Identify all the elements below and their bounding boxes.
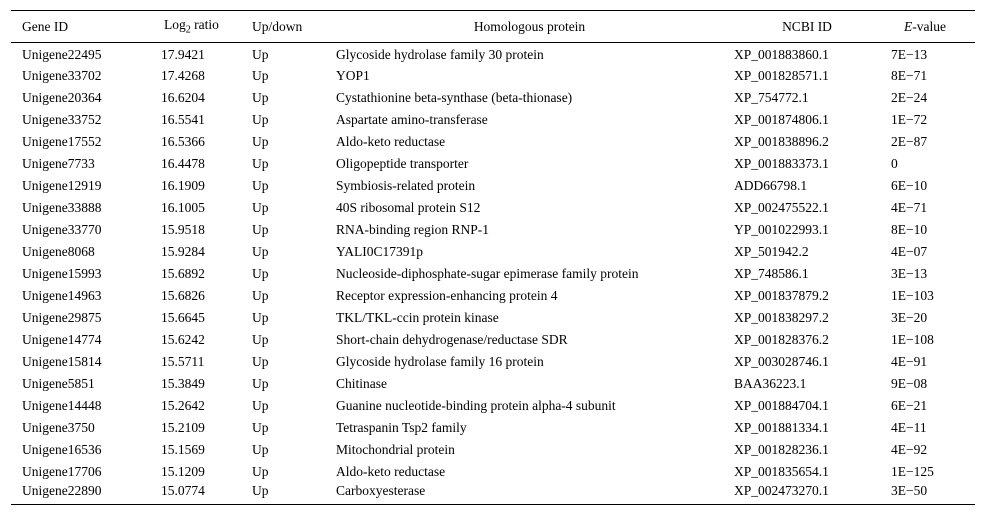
log2-ratio-cell: 15.5711 (161, 353, 205, 369)
gene-id-cell: Unigene17552 (22, 133, 102, 149)
e-value-cell: 4E−11 (891, 419, 927, 435)
gene-id-cell: Unigene15993 (22, 265, 102, 281)
table-row (11, 43, 975, 65)
homologous-protein-cell: Short-chain dehydrogenase/reductase SDR (336, 331, 568, 347)
e-value-cell: 2E−87 (891, 133, 928, 149)
e-value-cell: 4E−07 (891, 243, 928, 259)
up-down-cell: Up (252, 67, 269, 83)
e-value-cell: 6E−10 (891, 177, 928, 193)
ncbi-id-cell: XP_001881334.1 (734, 419, 829, 435)
up-down-cell: Up (252, 353, 269, 369)
homologous-protein-cell: Carboxyesterase (336, 483, 426, 499)
e-value-cell: 9E−08 (891, 375, 928, 391)
table-row (11, 241, 975, 263)
table-row (11, 395, 975, 417)
header-log-prefix: Log (164, 17, 186, 33)
table-row (11, 131, 975, 153)
log2-ratio-cell: 15.6892 (161, 265, 205, 281)
gene-id-cell: Unigene22495 (22, 46, 102, 62)
log2-ratio-cell: 16.1005 (161, 199, 205, 215)
gene-id-cell: Unigene8068 (22, 243, 95, 259)
header-homologous-protein: Homologous protein (473, 18, 586, 34)
e-value-cell: 1E−103 (891, 287, 934, 303)
homologous-protein-cell: YOP1 (336, 67, 370, 83)
gene-id-cell: Unigene16536 (22, 441, 102, 457)
ncbi-id-cell: XP_001838297.2 (734, 309, 829, 325)
log2-ratio-cell: 15.6242 (161, 331, 205, 347)
ncbi-id-cell: XP_001838896.2 (734, 133, 829, 149)
gene-id-cell: Unigene33752 (22, 111, 102, 127)
log2-ratio-cell: 15.2109 (161, 419, 205, 435)
e-value-cell: 1E−72 (891, 111, 928, 127)
log2-ratio-cell: 15.9284 (161, 243, 205, 259)
ncbi-id-cell: ADD66798.1 (734, 177, 808, 193)
up-down-cell: Up (252, 441, 269, 457)
up-down-cell: Up (252, 46, 269, 62)
gene-id-cell: Unigene33888 (22, 199, 102, 215)
header-gene-id: Gene ID (22, 18, 69, 34)
header-up-down: Up/down (252, 18, 303, 34)
table-header (11, 11, 975, 43)
homologous-protein-cell: Chitinase (336, 375, 387, 391)
gene-id-cell: Unigene14448 (22, 397, 102, 413)
e-value-cell: 1E−125 (891, 463, 934, 479)
gene-id-cell: Unigene3750 (22, 419, 95, 435)
homologous-protein-cell: 40S ribosomal protein S12 (336, 199, 481, 215)
e-value-cell: 7E−13 (891, 46, 928, 62)
up-down-cell: Up (252, 155, 269, 171)
homologous-protein-cell: Aldo-keto reductase (336, 133, 446, 149)
up-down-cell: Up (252, 287, 269, 303)
log2-ratio-cell: 15.6826 (161, 287, 205, 303)
up-down-cell: Up (252, 199, 269, 215)
e-value-cell: 1E−108 (891, 331, 934, 347)
table-row (11, 109, 975, 131)
header-ncbi-id: NCBI ID (782, 18, 832, 34)
homologous-protein-cell: Symbiosis-related protein (336, 177, 476, 193)
table-row (11, 329, 975, 351)
e-value-cell: 0 (891, 155, 898, 171)
homologous-protein-cell: Tetraspanin Tsp2 family (336, 419, 467, 435)
up-down-cell: Up (252, 89, 269, 105)
homologous-protein-cell: Receptor expression-enhancing protein 4 (336, 287, 558, 303)
log2-ratio-cell: 15.0774 (161, 483, 205, 499)
ncbi-id-cell: XP_001883373.1 (734, 155, 829, 171)
table-row (11, 219, 975, 241)
log2-ratio-cell: 15.2642 (161, 397, 205, 413)
log2-ratio-cell: 15.1569 (161, 441, 205, 457)
up-down-cell: Up (252, 463, 269, 479)
homologous-protein-cell: Glycoside hydrolase family 30 protein (336, 46, 544, 62)
homologous-protein-cell: Mitochondrial protein (336, 441, 455, 457)
up-down-cell: Up (252, 375, 269, 391)
gene-id-cell: Unigene15814 (22, 353, 102, 369)
ncbi-id-cell: XP_001884704.1 (734, 397, 829, 413)
gene-id-cell: Unigene5851 (22, 375, 95, 391)
log2-ratio-cell: 16.6204 (161, 89, 205, 105)
up-down-cell: Up (252, 265, 269, 281)
gene-id-cell: Unigene14963 (22, 287, 102, 303)
gene-id-cell: Unigene14774 (22, 331, 102, 347)
homologous-protein-cell: Cystathionine beta-synthase (beta-thionase) (336, 89, 573, 105)
header-log2-ratio (150, 11, 241, 43)
ncbi-id-cell: XP_001828236.1 (734, 441, 829, 457)
ncbi-id-cell: XP_754772.1 (734, 89, 809, 105)
homologous-protein-cell: Oligopeptide transporter (336, 155, 469, 171)
ncbi-id-cell: XP_001828376.2 (734, 331, 829, 347)
gene-id-cell: Unigene20364 (22, 89, 102, 105)
gene-expression-table (11, 10, 975, 505)
ncbi-id-cell: XP_501942.2 (734, 243, 809, 259)
header-log-suffix: ratio (190, 17, 219, 33)
homologous-protein-cell: Glycoside hydrolase family 16 protein (336, 353, 544, 369)
table-row (11, 461, 975, 483)
gene-id-cell: Unigene12919 (22, 177, 102, 193)
log2-ratio-cell: 17.4268 (161, 67, 205, 83)
ncbi-id-cell: XP_002475522.1 (734, 199, 829, 215)
up-down-cell: Up (252, 331, 269, 347)
gene-id-cell: Unigene29875 (22, 309, 102, 325)
table-row (11, 153, 975, 175)
e-value-cell: 3E−13 (891, 265, 928, 281)
gene-id-cell: Unigene22890 (22, 483, 102, 499)
header-e-italic: E (904, 18, 913, 34)
up-down-cell: Up (252, 133, 269, 149)
ncbi-id-cell: BAA36223.1 (734, 375, 807, 391)
homologous-protein-cell: Guanine nucleotide-binding protein alpha-4 subunit (336, 397, 616, 413)
ncbi-id-cell: XP_001828571.1 (734, 67, 829, 83)
table-row (11, 65, 975, 87)
log2-ratio-cell: 15.9518 (161, 221, 205, 237)
table-row (11, 263, 975, 285)
log2-ratio-cell: 15.6645 (161, 309, 205, 325)
header-e-value (880, 11, 975, 43)
up-down-cell: Up (252, 483, 269, 499)
e-value-cell: 8E−10 (891, 221, 928, 237)
ncbi-id-cell: XP_001883860.1 (734, 46, 829, 62)
up-down-cell: Up (252, 177, 269, 193)
e-value-cell: 4E−71 (891, 199, 928, 215)
e-value-cell: 3E−20 (891, 309, 928, 325)
gene-id-cell: Unigene17706 (22, 463, 102, 479)
table-row (11, 417, 975, 439)
ncbi-id-cell: XP_002473270.1 (734, 483, 829, 499)
gene-id-cell: Unigene7733 (22, 155, 95, 171)
up-down-cell: Up (252, 397, 269, 413)
e-value-cell: 8E−71 (891, 67, 928, 83)
up-down-cell: Up (252, 309, 269, 325)
e-value-cell: 3E−50 (891, 483, 928, 499)
log2-ratio-cell: 16.1909 (161, 177, 205, 193)
table-row (11, 307, 975, 329)
ncbi-id-cell: XP_003028746.1 (734, 353, 829, 369)
homologous-protein-cell: Aldo-keto reductase (336, 463, 446, 479)
e-value-cell: 2E−24 (891, 89, 928, 105)
up-down-cell: Up (252, 221, 269, 237)
table-row (11, 87, 975, 109)
log2-ratio-cell: 17.9421 (161, 46, 205, 62)
table-row (11, 197, 975, 219)
up-down-cell: Up (252, 419, 269, 435)
e-value-cell: 4E−91 (891, 353, 928, 369)
homologous-protein-cell: TKL/TKL-ccin protein kinase (336, 309, 499, 325)
table-row (11, 439, 975, 461)
homologous-protein-cell: Aspartate amino-transferase (336, 111, 488, 127)
e-value-cell: 4E−92 (891, 441, 928, 457)
ncbi-id-cell: XP_001835654.1 (734, 463, 829, 479)
ncbi-id-cell: XP_001874806.1 (734, 111, 829, 127)
up-down-cell: Up (252, 111, 269, 127)
log2-ratio-cell: 15.1209 (161, 463, 205, 479)
homologous-protein-cell: YALI0C17391p (336, 243, 423, 259)
homologous-protein-cell: Nucleoside-diphosphate-sugar epimerase family protein (336, 265, 639, 281)
log2-ratio-cell: 16.5366 (161, 133, 205, 149)
log2-ratio-cell: 15.3849 (161, 375, 205, 391)
up-down-cell: Up (252, 243, 269, 259)
log2-ratio-cell: 16.4478 (161, 155, 205, 171)
gene-id-cell: Unigene33770 (22, 221, 102, 237)
table-body (11, 43, 975, 505)
header-row (11, 11, 975, 43)
table-row (11, 285, 975, 307)
data-table-container (11, 10, 975, 505)
gene-id-cell: Unigene33702 (22, 67, 102, 83)
table-row (11, 373, 975, 395)
table-row (11, 351, 975, 373)
table-row (11, 483, 975, 505)
e-value-cell: 6E−21 (891, 397, 928, 413)
header-log-subscript: 2 (185, 24, 191, 36)
ncbi-id-cell: XP_001837879.2 (734, 287, 829, 303)
header-e-rest: -value (912, 18, 946, 34)
table-row (11, 175, 975, 197)
ncbi-id-cell: XP_748586.1 (734, 265, 809, 281)
ncbi-id-cell: YP_001022993.1 (734, 221, 829, 237)
log2-ratio-cell: 16.5541 (161, 111, 205, 127)
homologous-protein-cell: RNA-binding region RNP-1 (336, 221, 489, 237)
